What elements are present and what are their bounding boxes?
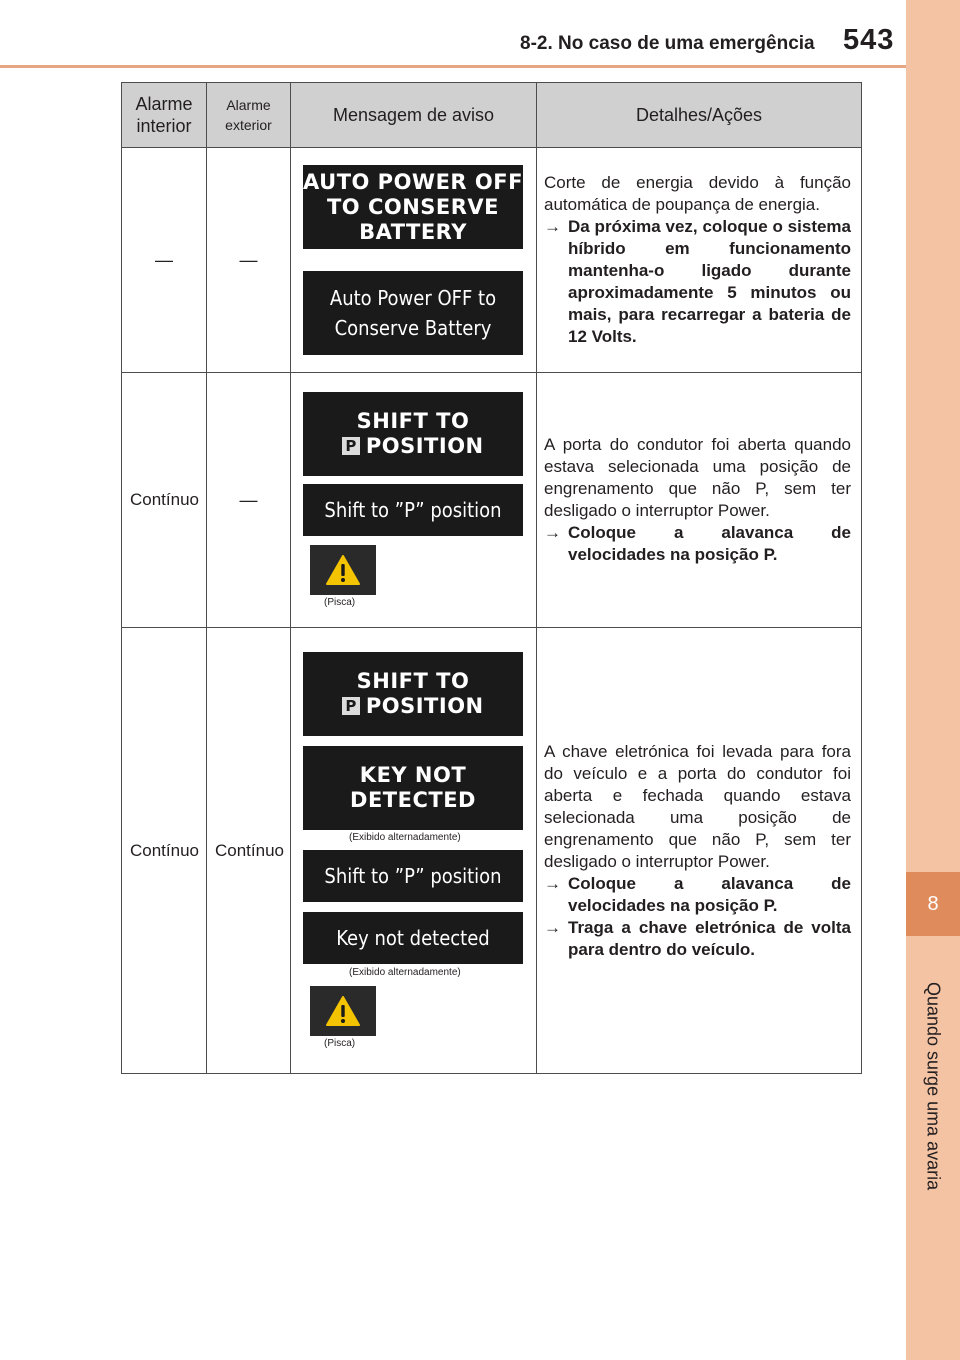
table-row xyxy=(122,373,862,628)
message-panel-mixed: Shift to ”P” position xyxy=(303,850,523,902)
chapter-title-text: Quando surge uma avaria xyxy=(923,981,944,1191)
details-text: Corte de energia devido à função automática de poupança de energia. xyxy=(544,173,851,214)
action-item xyxy=(544,216,851,348)
action-item xyxy=(544,873,851,917)
blink-caption: (Pisca) xyxy=(324,1037,356,1049)
action-text: Coloque a alavanca de velocidades na posição P. xyxy=(568,873,851,915)
header-interior-alarm: Alarme interior xyxy=(122,83,207,148)
action-item xyxy=(544,522,851,566)
alternate-caption: (Exibido alternadamente) xyxy=(349,966,461,978)
warning-message-table xyxy=(121,82,862,1074)
interior-alarm-cell: Contínuo xyxy=(122,628,207,1074)
message-panel-mixed: Auto Power OFF to Conserve Battery xyxy=(303,271,523,355)
warning-message-cell xyxy=(291,373,537,628)
message-line-text: POSITION xyxy=(365,433,484,458)
exterior-alarm-cell: — xyxy=(207,373,291,628)
action-text: Da próxima vez, coloque o sistema híbrido em funcionamento mantenha-o ligado durante aproximadamente 5 minutos ou mais, para recarregar a bateria de 12 Volts. xyxy=(568,217,851,346)
p-position-icon: P xyxy=(342,437,360,455)
message-line-text: POSITION xyxy=(365,693,484,718)
exterior-alarm-cell: — xyxy=(207,148,291,373)
action-text: Coloque a alavanca de velocidades na posição P. xyxy=(568,523,851,564)
details-text: A chave eletrónica foi levada para fora do veículo e a porta do condutor foi aberta e fechada quando estava selecionada uma posição de engrenamento que não P, sem ter desligado o interruptor Power. xyxy=(544,741,851,871)
message-panel-caps: KEY NOT DETECTED xyxy=(303,746,523,830)
arrow-icon: → xyxy=(544,873,561,893)
message-panel-caps: AUTO POWER OFF TO CONSERVE BATTERY xyxy=(303,165,523,249)
table-row xyxy=(122,628,862,1074)
arrow-icon: → xyxy=(544,917,561,937)
message-line: SHIFT TO xyxy=(356,668,470,693)
details-cell xyxy=(537,373,862,628)
arrow-icon: → xyxy=(544,217,561,236)
page-number: 543 xyxy=(843,24,895,56)
message-panel-mixed: Shift to ”P” position xyxy=(303,484,523,536)
message-line xyxy=(303,694,523,719)
table-row xyxy=(122,148,862,373)
message-line: SHIFT TO xyxy=(356,408,470,433)
blink-caption: (Pisca) xyxy=(324,596,356,608)
header-details-actions: Detalhes/Ações xyxy=(537,83,862,148)
chapter-title xyxy=(915,966,951,1206)
table-header-row xyxy=(122,83,862,148)
message-panel-caps xyxy=(303,392,523,476)
arrow-icon: → xyxy=(544,523,561,542)
interior-alarm-cell: Contínuo xyxy=(122,373,207,628)
interior-alarm-cell: — xyxy=(122,148,207,373)
warning-light xyxy=(310,545,376,595)
header-exterior-alarm: Alarme exterior xyxy=(207,83,291,148)
details-cell xyxy=(537,148,862,373)
chapter-number: 8 xyxy=(906,872,960,936)
warning-message-cell xyxy=(291,628,537,1074)
warning-triangle-icon xyxy=(325,554,361,586)
warning-message-cell xyxy=(291,148,537,373)
message-panel-mixed: Key not detected xyxy=(303,912,523,964)
details-cell xyxy=(537,628,862,1074)
p-position-icon: P xyxy=(342,697,360,715)
action-item xyxy=(544,917,851,961)
message-panel-caps xyxy=(303,652,523,736)
details-text: A porta do condutor foi aberta quando estava selecionada uma posição de engrenamento que não P, sem ter desligado o interruptor Power. xyxy=(544,435,851,520)
action-text: Traga a chave eletrónica de volta para dentro do veículo. xyxy=(568,917,851,959)
warning-light xyxy=(310,986,376,1036)
warning-triangle-icon xyxy=(325,995,361,1027)
header-rule xyxy=(0,65,906,68)
section-title: 8-2. No caso de uma emergência xyxy=(520,33,815,54)
alternate-caption: (Exibido alternadamente) xyxy=(349,831,461,843)
message-line xyxy=(303,434,523,459)
exterior-alarm-cell: Contínuo xyxy=(207,628,291,1074)
header-warning-message: Mensagem de aviso xyxy=(291,83,537,148)
